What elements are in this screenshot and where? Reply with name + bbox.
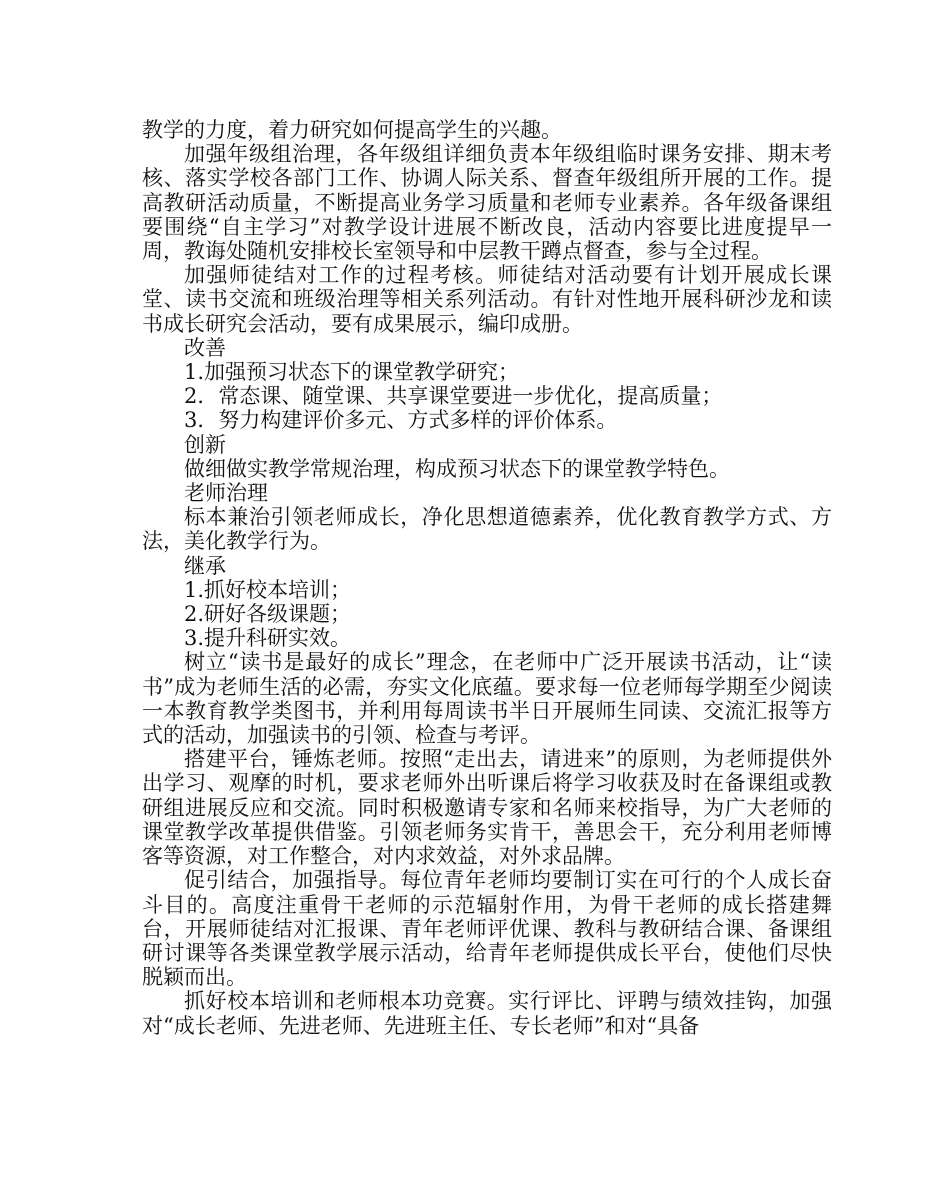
paragraph: 搭建平台，锤炼老师。按照“走出去，请进来”的原则，为老师提供外出学习、观摩的时机，要求老师外出听课后将学习收获及时在备课组或教研组进展反应和交流。同时积极邀请专家和名师来校指导，为广大老师的课堂教学改革提供借鉴。引领老师务实肯干，善思会干，充分利用老师博客等资源，对工作整合，对内求效益，对外求品牌。: [142, 747, 832, 869]
section-heading: 创新: [184, 432, 226, 457]
list-item: 3.提升科研实效。: [184, 626, 352, 651]
paragraph: 做细做实教学常规治理，构成预习状态下的课堂教学特色。: [184, 456, 730, 481]
paragraph: 抓好校本培训和老师根本功竞赛。实行评比、评聘与绩效挂钩，加强对“成长老师、先进老师、先进班主任、专长老师”和对“具备: [142, 989, 832, 1038]
list-item: 1.加强预习状态下的课堂教学研究；: [184, 360, 520, 385]
section-heading: 改善: [184, 335, 226, 360]
section-heading: 老师治理: [184, 481, 268, 506]
paragraph: 教学的力度，着力研究如何提高学生的兴趣。: [142, 118, 562, 142]
list-item: 2．常态课、随堂课、共享课堂要进一步优化，提高质量；: [184, 384, 723, 409]
paragraph: 标本兼治引领老师成长，净化思想道德素养，优化教育教学方式、方法，美化教学行为。: [142, 505, 832, 554]
list-item: 3．努力构建评价多元、方式多样的评价体系。: [184, 408, 618, 433]
section-heading: 继承: [184, 553, 226, 578]
paragraph: 加强年级组治理，各年级组详细负责本年级组临时课务安排、期末考核、落实学校各部门工作、协调人际关系、督查年级组所开展的工作。提高教研活动质量，不断提高业务学习质量和老师专业素养。各年级备课组要围绕“自主学习”对教学设计进展不断改良，活动内容要比进度提早一周，教诲处随机安排校长室领导和中层教干蹲点督查，参与全过程。: [142, 142, 832, 264]
list-item: 2.研好各级课题；: [184, 602, 352, 627]
paragraph: 促引结合，加强指导。每位青年老师均要制订实在可行的个人成长奋斗目的。高度注重骨干老师的示范辐射作用，为骨干老师的成长搭建舞台，开展师徒结对汇报课、青年老师评优课、教科与教研结合课、备课组研讨课等各类课堂教学展示活动，给青年老师提供成长平台，使他们尽快脱颖而出。: [142, 868, 832, 990]
list-item: 1.抓好校本培训；: [184, 577, 352, 602]
document-body: [142, 118, 832, 1038]
paragraph: 树立“读书是最好的成长”理念，在老师中广泛开展读书活动，让“读书”成为老师生活的必需，夯实文化底蕴。要求每一位老师每学期至少阅读一本教育教学类图书，并利用每周读书半日开展师生同读、交流汇报等方式的活动，加强读书的引领、检查与考评。: [142, 650, 832, 748]
paragraph: 加强师徒结对工作的过程考核。师徒结对活动要有计划开展成长课堂、读书交流和班级治理等相关系列活动。有针对性地开展科研沙龙和读书成长研究会活动，要有成果展示，编印成册。: [142, 263, 832, 336]
